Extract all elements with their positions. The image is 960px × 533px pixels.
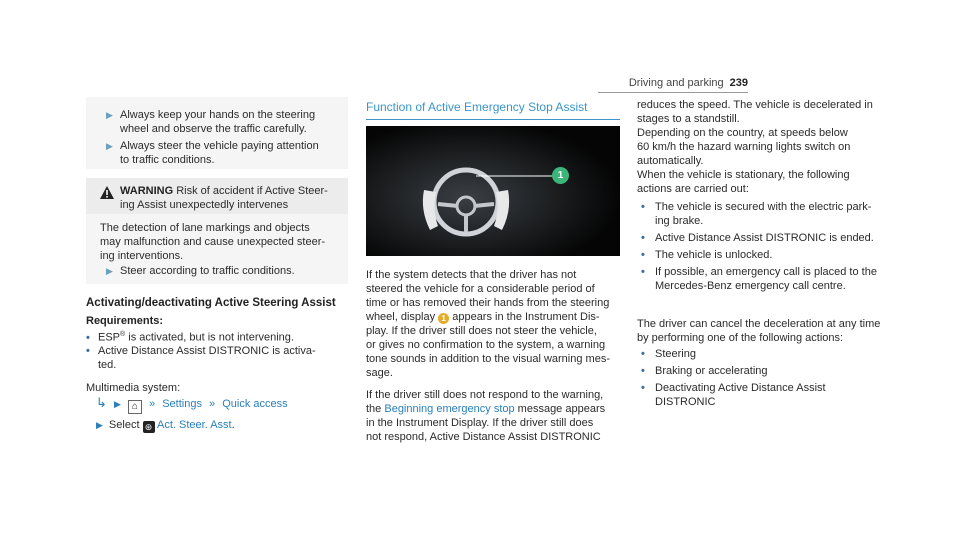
page-number: 239 <box>729 77 748 89</box>
bullet-icon: • <box>86 345 90 357</box>
title-rule <box>366 119 620 120</box>
requirement-1: • ESP® is activated, but is not intervening. <box>86 331 294 344</box>
list-item: • Active Distance Assist DISTRONIC is ended. <box>637 231 877 245</box>
list-item: • Deactivating Active Distance Assist <box>637 381 826 395</box>
right-paragraph-1: reduces the speed. The vehicle is decelerated in stages to a standstill. Depending on the country, at speeds below 60 km/h the hazard warning lights switch on automatically. When the vehicle is stationary, the following actions are carried out: <box>637 99 873 195</box>
section-title: Function of Active Emergency Stop Assist <box>366 100 588 114</box>
act-steer-asst-link[interactable]: Act. Steer. Asst <box>157 419 232 431</box>
home-icon[interactable]: ⌂ <box>128 400 142 414</box>
warning-body <box>86 214 348 284</box>
emergency-stop-message: Beginning emergency stop <box>384 403 515 415</box>
list-item-cont: ing brake. <box>655 215 704 227</box>
steering-assist-icon[interactable]: ⊛ <box>143 421 155 433</box>
note-item-2: ▶ Always steer the vehicle paying attention to traffic conditions. <box>106 140 319 166</box>
path-separator: » <box>149 398 156 410</box>
paragraph-1: If the system detects that the driver has not steered the vehicle for a considerable period of time or has removed their hands from the steering wheel, display 1 appears in the Instrument Dis- play. If the driver still does not steer the vehicle, or gives no confirmation to the system, a warning tone sounds in addition to the visual warning mes- sage. <box>366 269 610 379</box>
bullet-icon: • <box>641 365 645 377</box>
callout-1-icon: 1 <box>438 313 449 324</box>
bullet-icon: • <box>641 201 645 213</box>
section-heading: Activating/deactivating Active Steering Assist <box>86 297 336 309</box>
triangle-bullet-icon: ▶ <box>96 420 103 430</box>
list-item-cont: DISTRONIC <box>655 396 716 408</box>
list-item: • Braking or accelerating <box>637 364 826 378</box>
right-bullets-2 <box>637 347 826 409</box>
path-arrow-icon: ↳ <box>96 395 107 410</box>
paragraph-2: If the driver still does not respond to the warning, the Beginning emergency stop message appears in the Instrument Display. If the driver still does not respond, Active Distance Assist DISTRONIC <box>366 389 606 443</box>
bullet-icon: • <box>86 331 90 344</box>
header-rule <box>598 92 748 93</box>
warning-header <box>86 178 348 214</box>
list-item: • If possible, an emergency call is placed to the <box>637 265 877 279</box>
requirement-2: • Active Distance Assist DISTRONIC is activa- ted. <box>86 345 316 371</box>
path-separator: » <box>209 398 216 410</box>
settings-link[interactable]: Settings <box>162 398 202 410</box>
bullet-icon: • <box>641 232 645 244</box>
triangle-bullet-icon: ▶ <box>106 141 113 151</box>
warning-action: ▶ Steer according to traffic conditions. <box>106 265 295 277</box>
multimedia-label: Multimedia system: <box>86 382 181 394</box>
select-instruction: ▶ Select ⊛ Act. Steer. Asst. <box>96 419 235 432</box>
triangle-bullet-icon: ▶ <box>106 266 113 276</box>
right-bullets-1 <box>637 200 877 293</box>
warning-triangle-icon <box>100 186 114 199</box>
note-item-1: ▶ Always keep your hands on the steering wheel and observe the traffic carefully. <box>106 109 316 135</box>
menu-path <box>96 396 288 414</box>
instrument-display-image <box>366 126 620 256</box>
list-item-cont: Mercedes-Benz emergency call centre. <box>655 280 846 292</box>
triangle-bullet-icon: ▶ <box>113 399 121 409</box>
hands-on-wheel-illustration <box>366 126 620 256</box>
bullet-icon: • <box>641 348 645 360</box>
right-paragraph-2: The driver can cancel the deceleration at any time by performing one of the following actions: <box>637 318 881 344</box>
callout-badge: 1 <box>552 167 569 184</box>
section-name: Driving and parking <box>628 77 724 89</box>
requirements-label: Requirements: <box>86 315 164 327</box>
page-header <box>629 76 748 90</box>
warning-title: WARNING Risk of accident if Active Steer- ing Assist unexpectedly intervenes <box>120 185 328 211</box>
triangle-bullet-icon: ▶ <box>106 110 113 120</box>
bullet-icon: • <box>641 382 645 394</box>
bullet-icon: • <box>641 249 645 261</box>
list-item: • The vehicle is unlocked. <box>637 248 877 262</box>
quick-access-link[interactable]: Quick access <box>222 398 288 410</box>
list-item: • The vehicle is secured with the electric park- <box>637 200 877 214</box>
warning-text: The detection of lane markings and objects may malfunction and cause unexpected steer- ing interventions. <box>100 222 326 262</box>
bullet-icon: • <box>641 266 645 278</box>
list-item: • Steering <box>637 347 826 361</box>
